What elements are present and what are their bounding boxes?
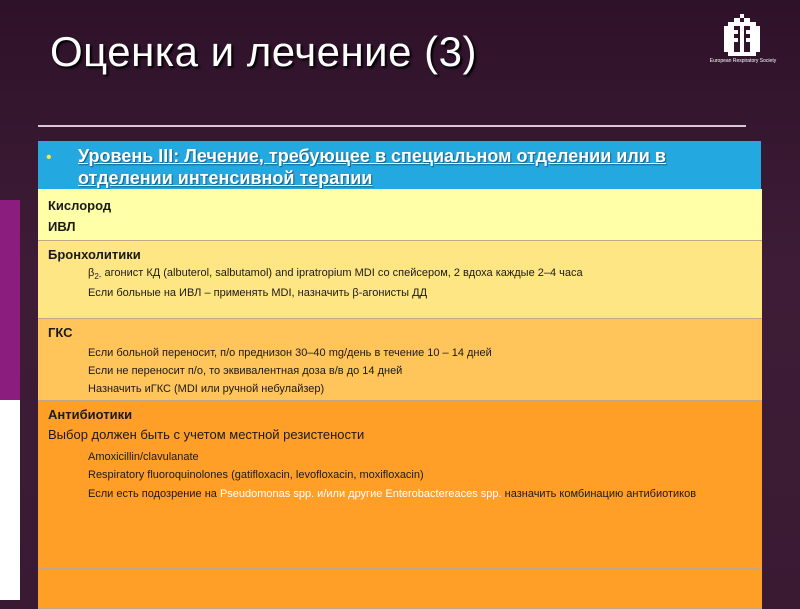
row-bronchodilators <box>38 241 762 319</box>
title-divider <box>38 125 746 127</box>
bullet-icon: • <box>46 149 52 166</box>
row-corticosteroids <box>38 319 762 401</box>
bronchodilators-line-2: Если больные на ИВЛ – применять MDI, назначить β-агонисты ДД <box>88 287 428 299</box>
bronchodilators-heading: Бронхолитики <box>48 247 141 262</box>
banner-text: Уровень III: Лечение, требующее в специальном отделении или в отделении интенсивной терапии <box>78 146 666 188</box>
row-antibiotics <box>38 401 762 569</box>
antibiotics-line-2: Respiratory fluoroquinolones (gatifloxacin, levofloxacin, moxifloxacin) <box>88 469 424 481</box>
gcs-line-3: Назначить иГКС (MDI или ручной небулайзер) <box>88 383 325 395</box>
gcs-line-2: Если не переносит п/о, то эквивалентная доза в/в до 14 дней <box>88 365 403 377</box>
ers-logo-icon <box>712 12 772 74</box>
row-empty <box>38 569 762 609</box>
antibiotics-heading: Антибиотики <box>48 407 133 422</box>
antibiotics-line-1: Amoxicillin/clavulanate <box>88 451 199 463</box>
antibiotics-line-3: Если есть подозрение на Pseudomonas spp. и/или другие Enterobactereaces spp. назначить комбинацию антибиотиков <box>88 488 697 500</box>
oxygen-heading: Кислород <box>48 198 112 213</box>
treatment-table <box>38 189 762 609</box>
left-accent-strip-white <box>0 400 20 600</box>
row-oxygen <box>38 189 762 241</box>
level-banner <box>38 141 761 189</box>
bronchodilators-line-1: $\beta_{2-}$ агонист КД (albuterol, salbutamol) and ipratropium MDI со спейсером, 2 вдоха каждые 2–4 часа <box>88 267 583 282</box>
antibiotics-subheading: Выбор должен быть с учетом местной резистености <box>48 427 365 442</box>
slide-title: Оценка и лечение (3) <box>50 28 477 75</box>
gcs-heading: ГКС <box>48 325 73 340</box>
ventilation-heading: ИВЛ <box>48 219 76 234</box>
logo-caption: European Respiratory Society <box>709 58 777 64</box>
gcs-line-1: Если больной переносит, п/о преднизон 30–40 mg/день в течение 10 – 14 дней <box>88 347 492 359</box>
left-accent-strip <box>0 200 20 400</box>
